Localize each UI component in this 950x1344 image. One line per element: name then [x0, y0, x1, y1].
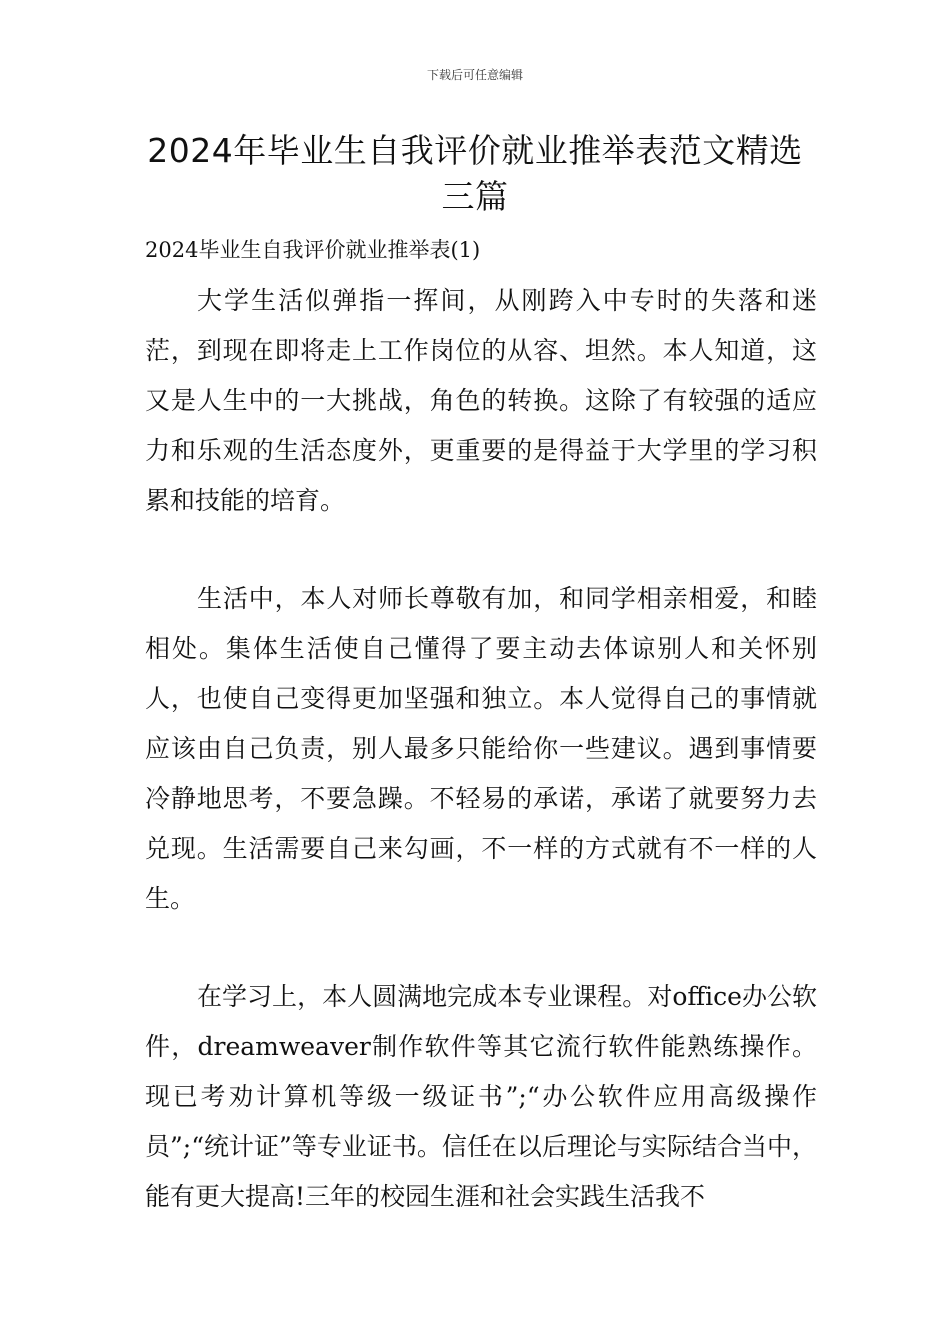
paragraph-1-block	[145, 276, 817, 526]
paragraph-1: 大学生活似弹指一挥间，从刚跨入中专时的失落和迷茫，到现在即将走上工作岗位的从容、坦然。本人知道，这又是人生中的一大挑战，角色的转换。这除了有较强的适应力和乐观的生活态度外，更重要的是得益于大学里的学习积累和技能的培育。	[145, 286, 817, 515]
paragraph-2: 生活中，本人对师长尊敬有加，和同学相亲相爱，和睦相处。集体生活使自己懂得了要主动去体谅别人和关怀别人，也使自己变得更加坚强和独立。本人觉得自己的事情就应该由自己负责，别人最多只能给你一些建议。遇到事情要冷静地思考，不要急躁。不轻易的承诺，承诺了就要努力去兑现。生活需要自己来勾画，不一样的方式就有不一样的人生。	[145, 584, 817, 913]
section-heading: 2024毕业生自我评价就业推举表(1)	[145, 238, 481, 262]
document-title: 2024年毕业生自我评价就业推举表范文精选三篇	[147, 131, 803, 216]
paragraph-3: 在学习上，本人圆满地完成本专业课程。对office办公软件，dreamweaver制作软件等其它流行软件能熟练操作。现已考劝计算机等级一级证书”;“办公软件应用高级操作员”;“统计证”等专业证书。信任在以后理论与实际结合当中，能有更大提高!三年的校园生涯和社会实践生活我不	[145, 982, 817, 1211]
paragraph-3-block	[145, 972, 817, 1222]
paragraph-2-block	[145, 574, 817, 924]
page-header: 下载后可任意编辑	[426, 68, 523, 82]
